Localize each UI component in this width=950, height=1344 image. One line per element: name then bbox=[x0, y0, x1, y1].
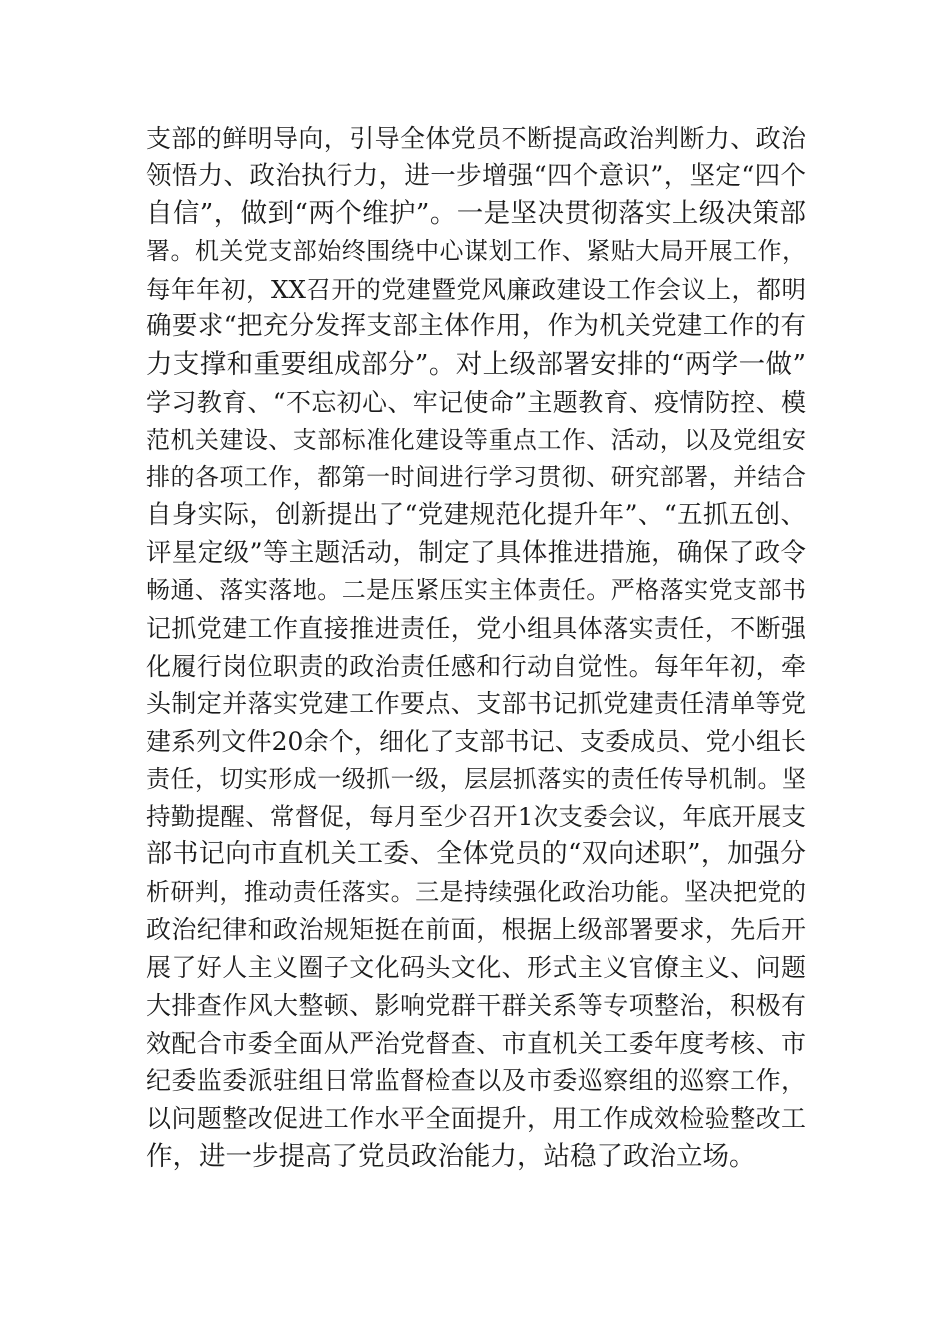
text-line-7: 力支撑和重要组成部分”。对上级部署安排的“两学一做” bbox=[146, 349, 806, 381]
text-line-8: 学习教育、“不忘初心、牢记使命”主题教育、疫情防控、模 bbox=[146, 387, 806, 417]
text-line-22: 政治纪律和政治规矩挺在前面，根据上级部署要求，先后开 bbox=[146, 915, 806, 945]
text-line-14: 记抓党建工作直接推进责任，党小组具体落实责任，不断强 bbox=[146, 613, 806, 643]
text-line-15: 化履行岗位职责的政治责任感和行动自觉性。每年年初，牵 bbox=[146, 651, 806, 681]
text-line-19: 持勤提醒、常督促，每月至少召开1次支委会议，年底开展支 bbox=[146, 802, 806, 832]
text-line-2: 领悟力、政治执行力，进一步增强“四个意识”，坚定“四个 bbox=[146, 160, 806, 191]
text-line-25: 效配合市委全面从严治党督查、市直机关工委年度考核、市 bbox=[146, 1028, 806, 1058]
text-line-21: 析研判，推动责任落实。三是持续强化政治功能。坚决把党的 bbox=[146, 877, 806, 906]
text-line-23: 展了好人主义圈子文化码头文化、形式主义官僚主义、问题 bbox=[146, 953, 806, 983]
text-line-26: 纪委监委派驻组日常监督检查以及市委巡察组的巡察工作， bbox=[146, 1066, 806, 1096]
text-line-27: 以问题整改促进工作水平全面提升，用工作成效检验整改工 bbox=[146, 1103, 806, 1133]
text-line-11: 自身实际，创新提出了“党建规范化提升年”、“五抓五创、 bbox=[146, 499, 806, 530]
text-line-10: 排的各项工作，都第一时间进行学习贯彻、研究部署，并结合 bbox=[146, 463, 806, 492]
text-line-24: 大排查作风大整顿、影响党群干群关系等专项整治，积极有 bbox=[146, 990, 806, 1020]
text-line-20: 部书记向市直机关工委、全体党员的“双向述职”，加强分 bbox=[146, 839, 806, 870]
text-line-5: 每年年初，XX召开的党建暨党风廉政建设工作会议上，都明 bbox=[146, 274, 806, 304]
text-line-12: 评星定级”等主题活动，制定了具体推进措施，确保了政令 bbox=[146, 537, 806, 568]
text-line-6: 确要求“把充分发挥支部主体作用，作为机关党建工作的有 bbox=[146, 311, 806, 342]
text-line-4: 署。机关党支部始终围绕中心谋划工作、紧贴大局开展工作， bbox=[146, 237, 806, 266]
text-line-28: 作，进一步提高了党员政治能力，站稳了政治立场。 bbox=[146, 1140, 756, 1172]
text-line-1: 支部的鲜明导向，引导全体党员不断提高政治判断力、政治 bbox=[146, 124, 806, 153]
text-line-3: 自信”，做到“两个维护”。一是坚决贯彻落实上级决策部 bbox=[146, 198, 806, 230]
text-line-9: 范机关建设、支部标准化建设等重点工作、活动，以及党组安 bbox=[146, 425, 806, 454]
text-line-17: 建系列文件20余个，细化了支部书记、支委成员、党小组长 bbox=[146, 727, 806, 756]
text-line-13: 畅通、落实落地。二是压紧压实主体责任。严格落实党支部书 bbox=[146, 576, 806, 605]
text-line-18: 责任，切实形成一级抓一级，层层抓落实的责任传导机制。坚 bbox=[146, 764, 806, 793]
text-line-16: 头制定并落实党建工作要点、支部书记抓党建责任清单等党 bbox=[146, 689, 806, 719]
body-paragraph bbox=[146, 120, 806, 1175]
